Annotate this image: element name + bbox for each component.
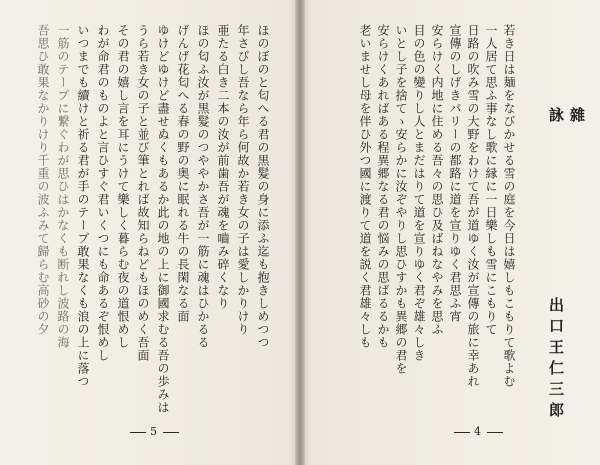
poem-line: 安らけくあればある程異郷なる君の悩みの思ばるるかも: [376, 24, 390, 349]
poem-line: 宣傳のしげきパリーの都路に道を宣りゆく君思ふ宵: [448, 24, 462, 323]
left-page: [12, 12, 290, 452]
poem-line: ゆけどゆけど盡せぬくもあるか此の地の上に御國求むる吾の歩みは: [156, 24, 170, 414]
poem-line: ほのぼのと匂へる君の黒髮の身に添ふ迄も抱きしめつつ: [256, 24, 270, 349]
poem-line: その君の嬉し言を耳にうけて樂しく暮らむ夜の道恨めし: [116, 24, 130, 349]
poem-line: 安らけく内地に住める吾々の思ひ及ばねなやみを思ふ: [430, 24, 444, 336]
author-name: 出口王仁三郎: [547, 297, 565, 423]
right-page-number: 4: [450, 425, 507, 438]
poem-line: 日路の吹み雪の大野をわけて吾が道ゆく汝が宣傳の旅に幸あれ: [466, 24, 480, 388]
poem-line: うら若き女の子と並び筆とれば故知らねどもほのめく吾面: [136, 24, 150, 362]
poem-line: わが命君のものよと言ひすぐ君いくつにも命あるぞ恨めし: [96, 24, 110, 362]
poem-line: 若き日は麺をなびかせる雪の庭を今日は嬉しもこもりて歌よむ: [502, 24, 516, 388]
poem-line: 吾思ひ敢果なかりけり千重の波ふみて歸らむ高砂の夕: [36, 24, 50, 336]
right-page: [306, 12, 588, 452]
poem-line: 目の色の變りし人とまだはりて道を宣りゆく君ぞ雄々しき: [412, 24, 426, 362]
poem-line: いつまでも續けと祈る君が手のテープ敢果なくも浪の上に落つ: [76, 24, 90, 388]
poem-line: 年さびし吾なら年ら何故か若き女の子は愛しかりけり: [236, 24, 250, 336]
poem-line: 老いませし母を伴ひ外つ國に渡りて道を説く君雄々しも: [358, 24, 372, 349]
poem-line: げんげ花匂へる春の野の奥に眠れる牛の長閑なる面: [176, 24, 190, 323]
poem-line: 亜たる白き二本の汝が前歯吾が魂を嚙み碎くなり: [216, 24, 230, 310]
poem-line: いとし子を捨てゝ安らかに汝ぞやりし思ひすかも異郷の君を: [394, 24, 408, 375]
book-gutter: [295, 0, 305, 465]
poem-line: ほの匂ふ汝が黒髮のつややかさ吾が一筋に魂はひかるる: [196, 24, 210, 349]
section-title: 雜 詠: [547, 107, 586, 217]
poem-line: 一人居て思ふ事なし歌に縁に一日樂しも雪にこもりて: [484, 24, 498, 336]
left-page-number: 5: [126, 425, 183, 438]
poem-line: 一筋のテープに繋ぐわが思ひはかなくも断れし波路の海: [56, 24, 70, 349]
